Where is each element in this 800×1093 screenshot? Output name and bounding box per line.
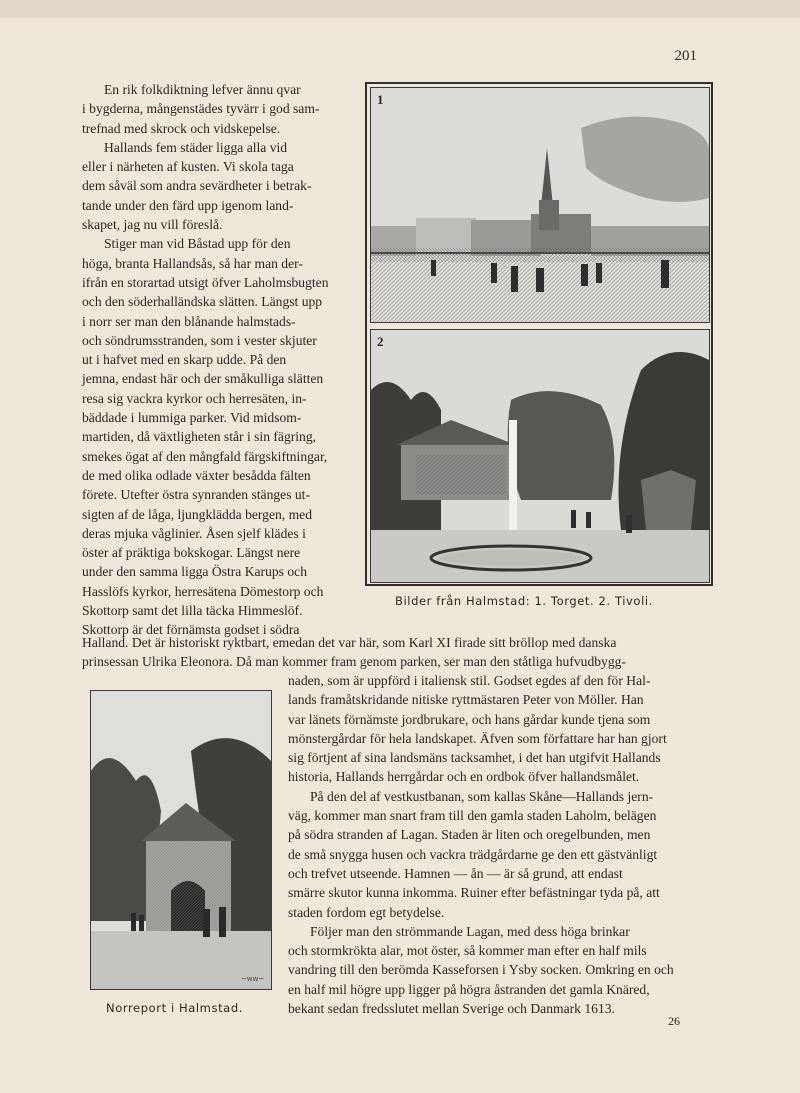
text-line: staden fordom egt betydelse. — [288, 904, 445, 920]
text-line: mönstergårdar för hela landskapet. Äfven som författare har han gjort — [288, 730, 667, 746]
text-line: vandring till den berömda Kasseforsen i Ysby socken. Omkring en och — [288, 962, 674, 978]
text-line: skapet, jag nu vill föreslå. — [82, 217, 223, 233]
text-line: jemna, endast här och der småkulliga slätten — [82, 371, 324, 387]
engraver-signature: ~ww~ — [241, 975, 265, 983]
text-line: sigten af de låga, ljungklädda bergen, med — [82, 506, 313, 522]
text-line: förete. Utefter östra synranden stänges ut- — [82, 487, 310, 503]
text-line: naden, som är uppförd i italiensk stil. Godset egdes af den för Hal- — [288, 673, 651, 688]
figure-number-2: 2 — [377, 334, 384, 349]
text-line: historia, Hallands herrgårdar och en ordbok öfver hallandsmålet. — [288, 769, 640, 785]
right-column-text — [288, 671, 714, 1018]
text-line: martiden, då växtligheten står i sin fägring, — [82, 429, 317, 445]
left-column-text — [82, 80, 344, 640]
text-line: lands framåtskridande nitiske ryttmästaren Peter von Möller. Han — [288, 692, 644, 708]
tivoli-illustration — [370, 329, 710, 583]
text-line: Hallands fem städer ligga alla vid — [104, 139, 288, 155]
text-line: Skottorp samt det lilla täcka Himmeslöf. — [82, 603, 303, 619]
text-line: tande under den färd upp igenom land- — [82, 197, 294, 213]
text-line: Stiger man vid Båstad upp för den — [104, 236, 291, 252]
text-line: och den söderhalländska slätten. Längst upp — [82, 294, 323, 310]
text-line: och trefvet utseende. Hamnen — ån — är så grund, att endast — [288, 865, 623, 881]
text-line: väg, kommer man snart fram till den gamla staden Laholm, belägen — [288, 808, 657, 824]
text-line: i norr ser man den blånande halmstads- — [82, 313, 296, 329]
text-line: öster af präktiga bokskogar. Längst nere — [82, 545, 301, 561]
full-width-text — [82, 633, 714, 672]
text-line: sig förtjent af sina landsmäns tacksamhet, i det han utgifvit Hallands — [288, 750, 661, 766]
torget-illustration — [370, 87, 710, 323]
text-line: höga, branta Hallandsås, så har man der- — [82, 255, 303, 271]
text-line: ifrån en storartad utsigt öfver Laholmsbugten — [82, 274, 329, 290]
text-line: En rik folkdiktning lefver ännu qvar — [104, 82, 301, 97]
printer-signature: 26 — [668, 1014, 680, 1028]
text-line: ut i hafvet med en skarp udde. På den — [82, 352, 287, 368]
page-number: 201 — [674, 48, 697, 64]
caption-bottom: Norreport i Halmstad. — [106, 1001, 243, 1015]
text-line: På den del af vestkustbanan, som kallas Skåne—Hallands jern- — [310, 788, 654, 804]
text-line: eller i närheten af kusten. Vi skola taga — [82, 159, 294, 175]
text-line: Följer man den strömmande Lagan, med dess höga brinkar — [310, 923, 630, 939]
text-line: bekant sedan fredsslutet mellan Sverige och Danmark 1613. — [288, 1001, 615, 1017]
text-line: resa sig vackra kyrkor och herresäten, in- — [82, 390, 307, 406]
text-line: de små snygga husen och vackra trädgårdarne ge den ett gästvänligt — [288, 846, 658, 862]
text-line: på södra stranden af Lagan. Staden är liten och oregelbunden, men — [288, 827, 651, 843]
text-line: var länets förnämste jordbrukare, och hans gårdar kunde tjena som — [288, 711, 651, 727]
text-line: och stormkrökta alar, mot öster, så kommer man efter en half mils — [288, 943, 647, 959]
text-line: prinsessan Ulrika Eleonora. Då man kommer fram genom parken, ser man den ståtliga hufvudbygg- — [82, 654, 626, 670]
caption-top: Bilder från Halmstad: 1. Torget. 2. Tivoli. — [395, 594, 653, 608]
text-line: en half mil högre upp ligger på högra åstranden det gamla Knäred, — [288, 981, 650, 997]
text-line: smekes ögat af den mångfald färgskiftningar, — [82, 448, 328, 464]
text-line: deras mjuka våglinier. Åsen sjelf klädes i — [82, 525, 306, 541]
text-line: trefnad med skrock och vidskepelse. — [82, 120, 281, 136]
figure-number-1: 1 — [377, 92, 384, 107]
text-line: Skottorp är det förnämsta godset i södra — [82, 622, 300, 638]
text-line: bäddade i lummiga parker. Vid midsom- — [82, 410, 302, 426]
text-line: Hasslöfs kyrkor, herresätena Dömestorp och — [82, 583, 324, 599]
text-line: smärre skutor kunna inkomma. Ruiner efter befästningar tyda på, att — [288, 885, 660, 901]
text-line: i bygderna, mångenstädes tyvärr i god sam- — [82, 101, 320, 117]
text-line: dem såväl som andra sevärdheter i betrak- — [82, 178, 312, 194]
text-line: under den samma ligga Östra Karups och — [82, 564, 307, 580]
norreport-illustration — [90, 690, 272, 990]
text-line: Halland. Det är historiskt ryktbart, emedan det var här, som Karl XI firade sitt bröllop med danska — [82, 635, 617, 650]
page-top-band — [0, 0, 800, 18]
text-line: och söndrumsstranden, som i vester skjuter — [82, 332, 317, 348]
text-line: de med olika odlade växter besådda fälten — [82, 467, 311, 483]
